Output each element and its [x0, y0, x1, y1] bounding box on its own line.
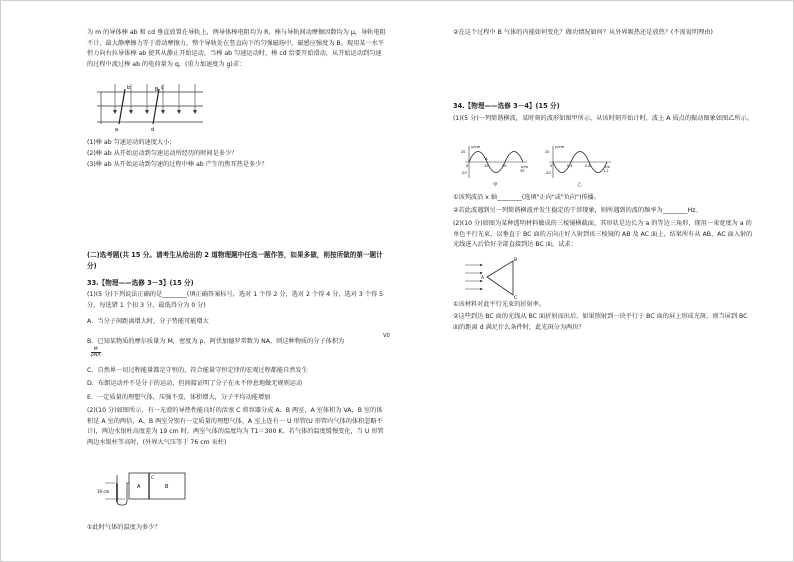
incident-rays: [465, 265, 481, 289]
prism-triangle: [487, 261, 513, 295]
label-B-room: B: [165, 484, 169, 490]
rod-cd: [153, 89, 159, 124]
q32-intro: 为 m 的导体棒 ab 和 cd 垂直放置在导轨上，两导体棒电阻均为 R，棒与导轨间动摩擦因数均为 μ，导轨电阻不计，最大静摩擦力等于滑动摩擦力，整个导轨处在竖直向下的匀强磁场中，磁感应强度为 B。现用某一水平恒力向右拉导体棒 ab 使其从静止开始运动，当棒 ab 匀速运动时，棒 cd 恰要开始滑动，从开始运动到匀速的过程中流过棒 ab 的电荷量为 q，(重力加速度为 g)求：: [87, 29, 386, 68]
wave-graph-jia: [461, 144, 531, 188]
yi-tick-08: 0.8: [585, 164, 591, 168]
prism-label-A: A: [481, 276, 485, 281]
jia-tick-10: 10: [484, 164, 489, 168]
q32-question-2: (2)棒 ab 从开始运动到匀速运动所经历的时间是多少？: [87, 150, 238, 157]
label-B: B: [155, 87, 159, 93]
jia-point-A: A: [485, 156, 488, 161]
q34-2-q2: ②这些到达 BC 面的光线从 BC 面折射而出后，如果照射到一块平行于 BC 面的屏上形成光斑，则当屏到 BC 面的距离 d 满足什么条件时，此光斑分为两块？: [453, 313, 748, 331]
q33-option-c: C．自然界一切过程能量都是守恒的，符合能量守恒定律的宏观过程都能自然发生: [87, 367, 308, 374]
formula-denominator: ρNA: [91, 353, 101, 358]
prism-label-C: C: [514, 296, 518, 301]
q33-option-d: D．布朗运动并不是分子的运动，但间接证明了分子在永不停息地做无规则运动: [87, 380, 303, 387]
q34-2-stem: (2)(10 分)如图为某种透明材料做成的三棱镜横截面，其形状是边长为 a 的等边三角形，现用一束宽度为 a 的单色平行光束，以垂直于 BC 面的方向正好入射到该三棱镜的 AB 及 AC 面上，结果所有从 AB、AC 面入射的光线进入后恰好全部直接到达 BC 面。试求：: [453, 220, 753, 249]
q34-1-a: ①该列波沿 x 轴________(选填"正向"或"负向")传播。: [453, 194, 600, 201]
jia-ytick-bottom: -20: [461, 171, 467, 175]
jia-tick-30: 30: [520, 169, 525, 173]
q32-question-1: (1)棒 ab 匀速运动的速度大小；: [87, 139, 176, 146]
prism-figure: [463, 257, 523, 299]
jia-ylabel: y/cm: [471, 144, 481, 149]
q33-option-e: E．一定质量的理想气体，压强不变，体积增大，分子平均动能增加: [87, 394, 271, 401]
u-tube: [117, 475, 129, 505]
yi-tick-12: 1.2: [603, 169, 609, 173]
option-b-formula: [91, 347, 101, 358]
label-a: a: [115, 127, 119, 133]
q34-2-q1: ①该材料对此平行光束的折射率。: [453, 301, 546, 308]
formula-numerator: M: [91, 347, 101, 353]
q33-2-q1: ①此时气体的温度为多少？: [87, 524, 161, 531]
jia-tick-0: 0: [466, 164, 469, 168]
yi-ytick-bottom: -20: [545, 171, 551, 175]
q33-option-a: A．当分子间距离增大时，分子势能可能增大: [87, 318, 209, 325]
q33-option-b: B．已知某物质的摩尔质量为 M，密度为 ρ，阿伏加德罗常数为 NA，则这种物质的分子体积为: [87, 338, 345, 345]
jia-caption: 甲: [493, 183, 498, 188]
label-b: b: [127, 85, 131, 91]
q33-title: 33.【物理——选修 3－3】(15 分): [87, 279, 194, 287]
elective-header: (二)选考题(共 15 分。请考生从给出的 2 道物理题中任选一题作答，如果多做，则按所做的第一题计分): [87, 251, 383, 270]
container-figure: [97, 469, 187, 509]
yi-tick-04: 0.4: [567, 164, 573, 168]
q34-title: 34.【物理——选修 3－4】(15 分): [453, 102, 560, 110]
wave-graph-yi: [545, 144, 615, 188]
q33-2-text: (2)(10 分)如图所示，有一光滑的导热性能良好的活塞 C 将容器分成 A、B 两室，A 室体积为 VA，B 室的体积是 A 室的两倍，A、B 两室分别有一定质量的理想气体。A 室上连有一 U 形管(U 形管内气体的体积忽略不计)，两边水银柱高度差为 19 cm 时，两室气体的温度均为 T1＝300 K。若气体的温度缓慢变化，当 U 形管两边水银柱等高时，(外界大气压等于 76 cm 汞柱): [87, 407, 384, 446]
yi-ytick-top: 20: [545, 150, 550, 154]
height-label: 19 cm: [97, 489, 110, 494]
yi-ylabel: y/cm: [555, 144, 565, 149]
jia-ytick-top: 20: [461, 150, 466, 154]
q34-1-stem: (1)(5 分)一列简谐横波，某时刻的波形如图甲所示，从该时刻开始计时，波上 A 质点的振动图象如图乙所示。: [453, 115, 753, 122]
option-b-v0: V0: [383, 333, 390, 339]
label-c: c: [161, 85, 164, 91]
jia-xlabel: x/m: [521, 164, 529, 169]
q33-2-q2: ②在这个过程中 B 气体的内能如何变化？做功情况如何？从外界吸热还是放热？(不需说明理由): [453, 29, 713, 36]
q32-question-3: (3)棒 ab 从开始运动到匀速的过程中棒 ab 产生的焦耳热是多少？: [87, 161, 268, 168]
yi-tick-0: 0: [550, 164, 553, 168]
rod-ab: [119, 89, 125, 124]
q34-1-b: ②若此波遇到另一列简谐横波并发生稳定的干涉现象，则所遇到的波的频率为________Hz。: [453, 207, 702, 214]
jia-tick-20: 20: [502, 164, 507, 168]
prism-label-B: B: [514, 258, 518, 263]
label-d: d: [151, 127, 155, 133]
label-C-piston: C: [151, 476, 155, 481]
q33-1-stem: (1)(5 分)下列说法正确的是________(填正确答案标号，选对 1 个得 2 分，选对 2 个得 4 分，选对 3 个得 5 分，每选错 1 个扣 3 分，最低得分为 0 分): [87, 291, 384, 309]
label-A-room: A: [137, 484, 141, 490]
rail-figure: [97, 84, 207, 134]
yi-xlabel: t/s: [605, 164, 610, 169]
yi-caption: 乙: [577, 183, 582, 188]
